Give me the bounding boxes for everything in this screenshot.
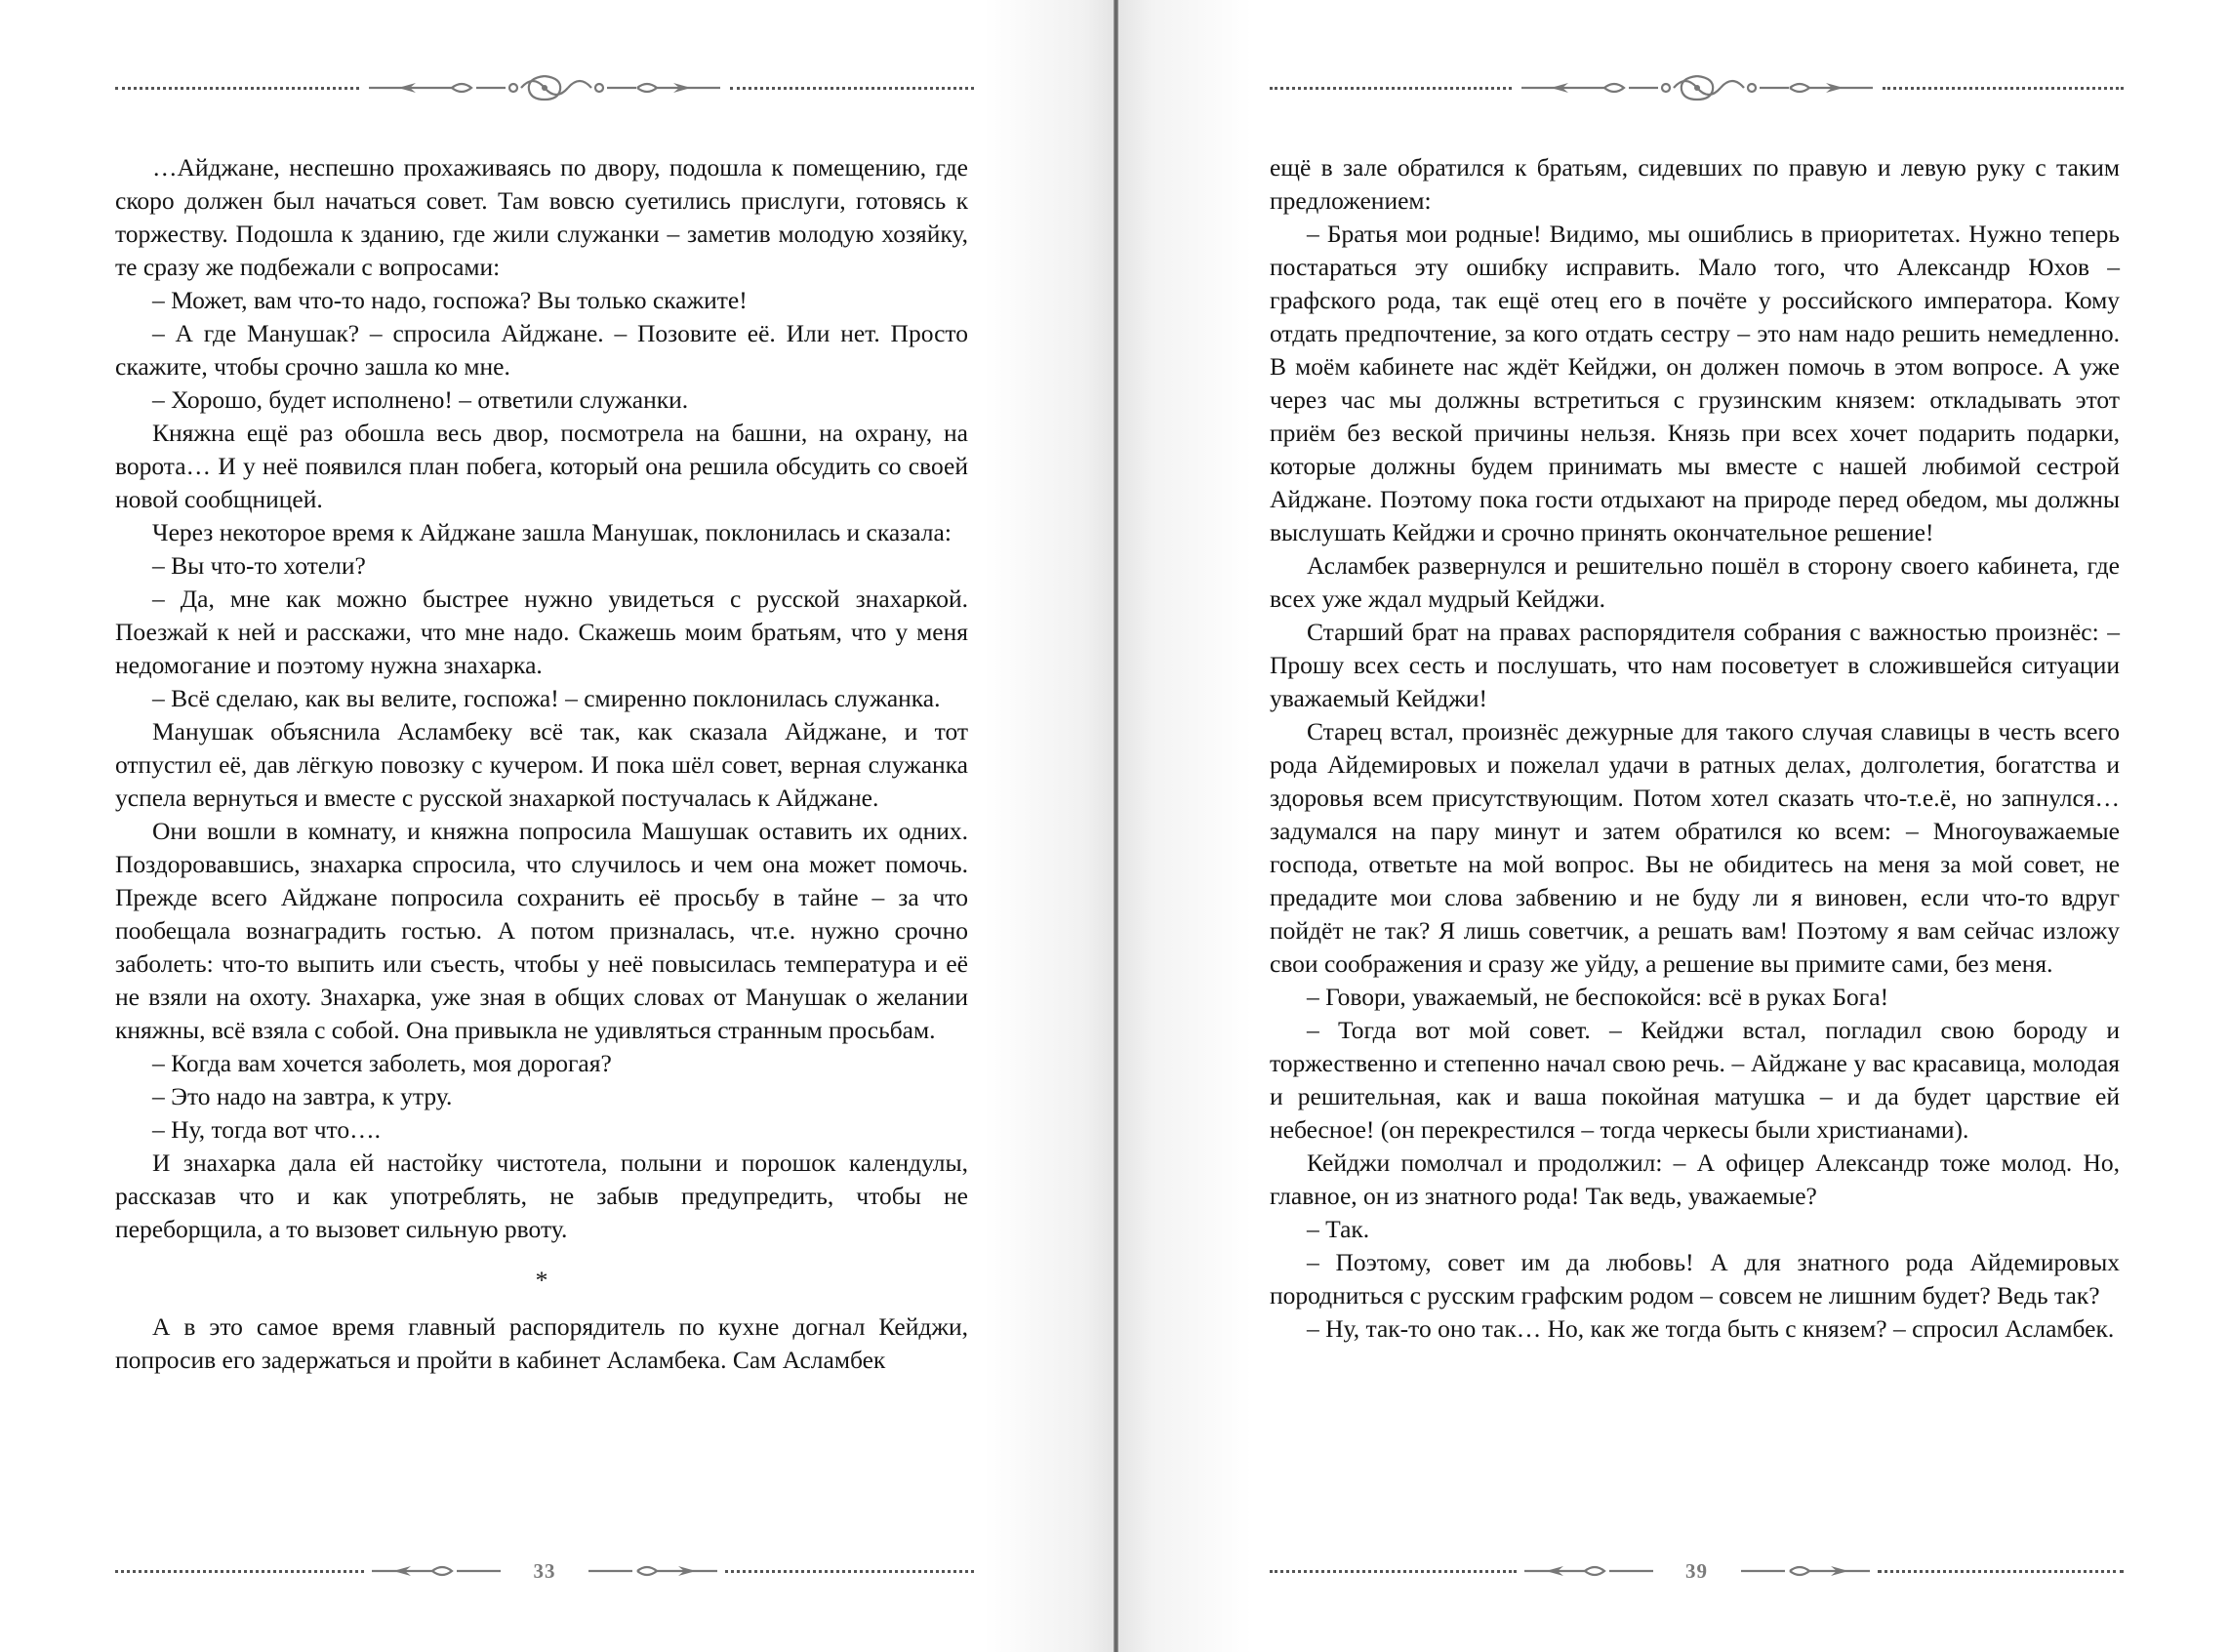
paragraph: – А где Манушак? – спросила Айджане. – Позовите её. Или нет. Просто скажите, чтобы срочно зашла ко мне. (115, 319, 968, 381)
flourish-ornament-icon (359, 68, 730, 107)
paragraph: Манушак объяснила Асламбеку всё так, как сказала Айджане, и тот отпустил её, дав лёгкую повозку с кучером. И пока шёл совет, верная служанка успела вернуться и вместе с русской знахаркой постучалась к Айджане. (115, 717, 968, 812)
paragraph: – Тогда вот мой совет. – Кейджи встал, погладил свою бороду и торжественно и степенно начал свою речь. – Айджане у вас красавица, молодая и решительная, как и ваша покойная матушка – и да будет царствие ей небесное! (он перекрестился – тогда черкесы были христианами). (1270, 1016, 2120, 1144)
paragraph: А в это самое время главный распорядитель по кухне догнал Кейджи, попросив его задержаться и пройти в кабинет Асламбека. Сам Асламбек (115, 1312, 968, 1374)
header-ornament (115, 68, 974, 107)
flourish-left-icon (1517, 1551, 1663, 1591)
flourish-right-icon (1731, 1551, 1878, 1591)
dotted-line (1270, 87, 1512, 90)
paragraph: …Айджане, неспешно прохаживаясь по двору, подошла к помещению, где скоро должен был начаться совет. Там вовсю суетились прислуги, готовясь к торжеству. Подошла к зданию, где жили служанки – заметив молодую хозяйку, те сразу же подбежали с вопросами: (115, 153, 968, 281)
paragraph: – Поэтому, совет им да любовь! А для знатного рода Айдемировых породниться с русским графским родом – совсем не лишним будет? Ведь так? (1270, 1248, 2120, 1310)
dotted-line (725, 1570, 974, 1573)
flourish-ornament-icon (1512, 68, 1883, 107)
paragraph: – Может, вам что-то надо, госпожа? Вы только скажите! (152, 286, 748, 314)
dotted-line (115, 1570, 364, 1573)
right-page-text (1270, 151, 2120, 1346)
flourish-left-icon (364, 1551, 510, 1591)
paragraph: – Да, мне как можно быстрее нужно увидеться с русской знахаркой. Поезжай к ней и расскажи, что мне надо. Скажешь моим братьям, что у меня недомогание и поэтому нужна знахарка. (115, 584, 968, 679)
paragraph: – Хорошо, будет исполнено! – ответили служанки. (152, 385, 689, 414)
paragraph: И знахарка дала ей настойку чистотела, полыни и порошок календулы, рассказав что и как употреблять, не забыв предупредить, чтобы не переборщила, а то вызовет сильную рвоту. (115, 1148, 968, 1243)
paragraph: Через некоторое время к Айджане зашла Манушак, поклонилась и сказала: (152, 518, 952, 546)
paragraph: – Говори, уважаемый, не беспокойся: всё в руках Бога! (1307, 983, 1889, 1011)
paragraph: Они вошли в комнату, и княжна попросила Машушак оставить их одних. Поздоровавшись, знахарка спросила, что случилось и чем она может помочь. Прежде всего Айджане попросила сохранить её просьбу в тайне – за что пообещала вознаградить гостью. А потом призналась, чт.е. нужно срочно заболеть: что-то выпить или съесть, чтобы у неё повысилась температура и её не взяли на охоту. Знахарка, уже зная в общих словах от Манушак о желании княжны, всё взяла с собой. Она привыкла не удивляться странным просьбам. (115, 817, 968, 1044)
dotted-line (115, 87, 359, 90)
paragraph: – Ну, тогда вот что…. (152, 1115, 381, 1144)
paragraph: – Ну, так-то оно так… Но, как же тогда быть с князем? – спросил Асламбек. (1307, 1314, 2115, 1343)
dotted-line (1883, 87, 2125, 90)
paragraph: – Так. (1307, 1215, 1370, 1243)
paragraph: Старец встал, произнёс дежурные для такого случая славицы в честь всего рода Айдемировых и пожелал удачи в ратных делах, долголетия, богатства и здоровья всем присутствующим. Потом хотел сказать что-т.е.ё, но запнулся… задумался на пару минут и затем обратился ко всем: – Многоуважаемые господа, ответьте на мой вопрос. Вы не обидитесь на меня за мой совет, не предадите мои слова забвению и не буду ли я виновен, если что-то вдруг пойдёт не так? Я лишь советчик, а решать вам! Поэтому я вам сейчас изложу свои соображения и сразу же уйду, а решение вы примите сами, без меня. (1270, 717, 2120, 978)
right-page (1118, 0, 2229, 1652)
paragraph: – Всё сделаю, как вы велите, госпожа! – смиренно поклонилась служанка. (152, 684, 941, 712)
paragraph: – Братья мои родные! Видимо, мы ошиблись в приоритетах. Нужно теперь постараться эту ошибку исправить. Мало того, что Александр Юхов – графского рода, так ещё отец его в почёте у российского императора. Кому отдать предпочтение, за кого отдать сестру – это нам надо решить немедленно. В моём кабинете нас ждёт Кейджи, он должен помочь в этом вопросе. А уже через час мы должны встретиться с грузинским князем: откладывать этот приём без веской причины нельзя. Князь при всех хочет подарить подарки, которые должны будем принимать мы вместе с нашей любимой сестрой Айджане. Поэтому пока гости отдыхают на природе перед обедом, мы должны выслушать Кейджи и срочно принять окончательное решение! (1270, 220, 2120, 546)
dotted-line (730, 87, 974, 90)
paragraph: – Это надо на завтра, к утру. (152, 1082, 453, 1110)
paragraph: Княжна ещё раз обошла весь двор, посмотрела на башни, на охрану, на ворота… И у неё появился план побега, который она решила обсудить со своей новой сообщницей. (115, 419, 968, 513)
page-number: 33 (533, 1558, 556, 1583)
paragraph: Старший брат на правах распорядителя собрания с важностью произнёс: – Прошу всех сесть и послушать, что нам посоветует в сложившейся ситуации уважаемый Кейджи! (1270, 618, 2120, 712)
footer-ornament (115, 1551, 974, 1591)
paragraph: – Когда вам хочется заболеть, моя дорогая? (152, 1049, 612, 1077)
dotted-line (1270, 1570, 1517, 1573)
header-ornament (1270, 68, 2124, 107)
paragraph: Асламбек развернулся и решительно пошёл в сторону своего кабинета, где всех уже ждал мудрый Кейджи. (1270, 551, 2120, 613)
left-page-text (115, 151, 968, 1377)
footer-ornament (1270, 1551, 2124, 1591)
paragraph: Кейджи помолчал и продолжил: – А офицер Александр тоже молод. Но, главное, он из знатного рода! Так ведь, уважаемые? (1270, 1148, 2120, 1210)
paragraph-continuation: ещё в зале обратился к братьям, сидевших по правую и левую руку с таким предложением: (1270, 153, 2120, 215)
flourish-right-icon (579, 1551, 725, 1591)
paragraph: – Вы что-то хотели? (152, 551, 366, 580)
section-separator: * (535, 1266, 548, 1294)
page-number: 39 (1685, 1558, 1708, 1583)
dotted-line (1878, 1570, 2125, 1573)
